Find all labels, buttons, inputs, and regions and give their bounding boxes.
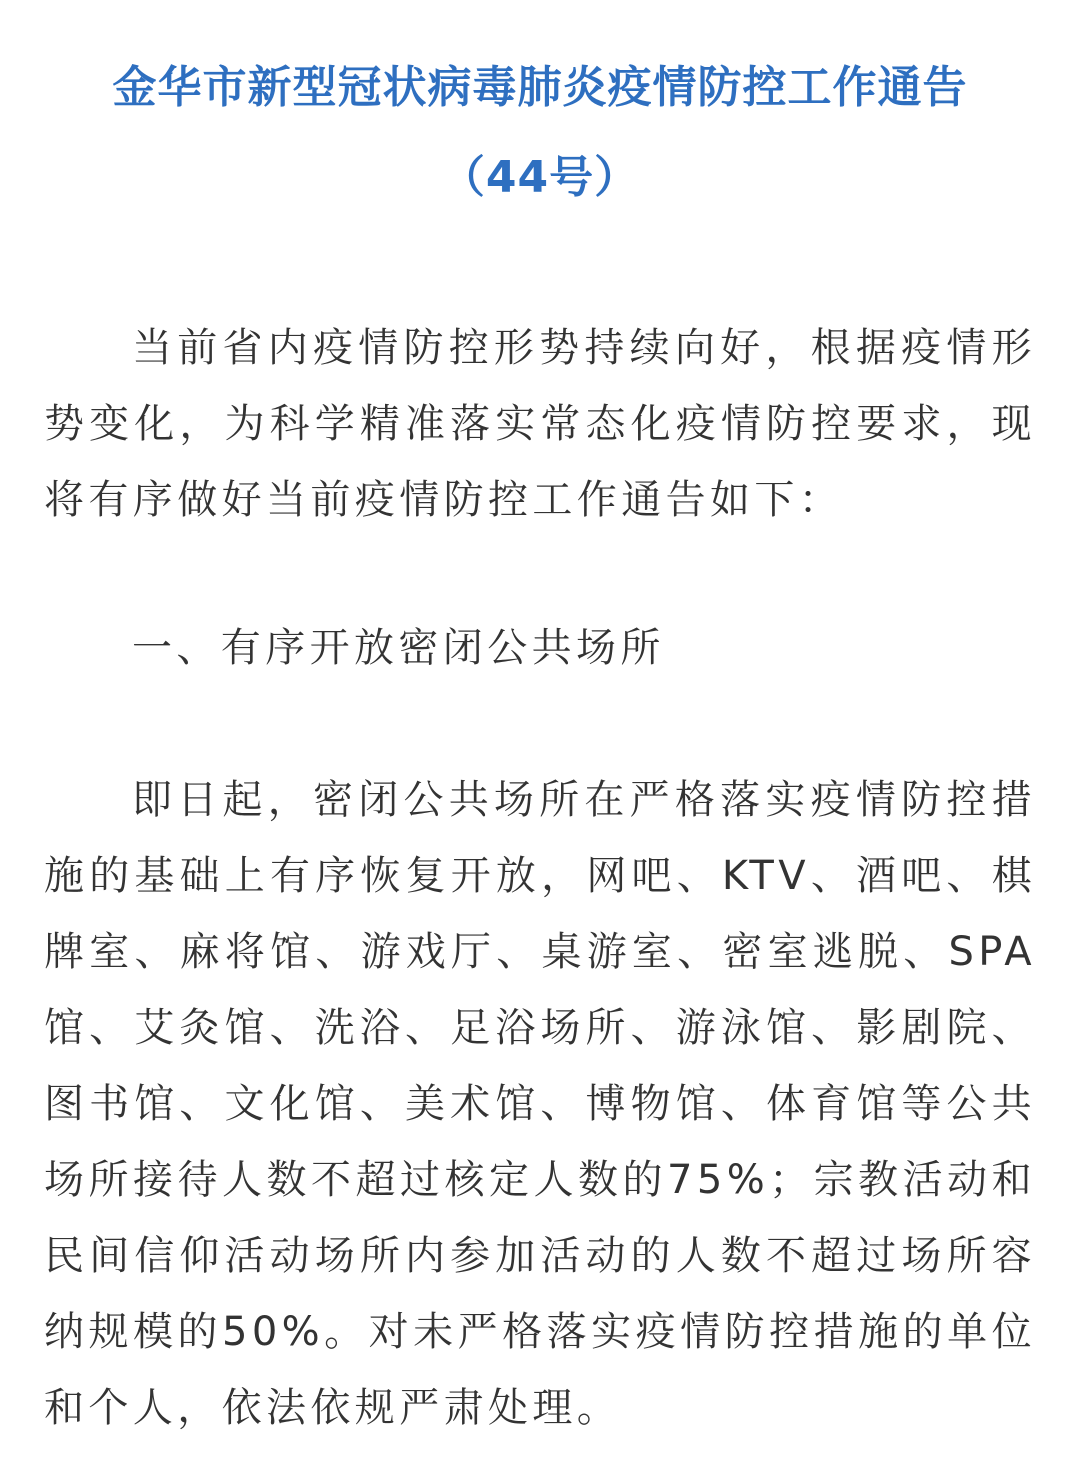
section-heading: 一、有序开放密闭公共场所: [132, 625, 665, 671]
document-title: 金华市新型冠状病毒肺炎疫情防控工作通告: [112, 62, 968, 113]
intro-paragraph: 当前省内疫情防控形势持续向好，根据疫情形势变化，为科学精准落实常态化疫情防控要求，现将有序做好当前疫情防控工作通告如下：: [44, 325, 1036, 523]
section-body-paragraph: 即日起，密闭公共场所在严格落实疫情防控措施的基础上有序恢复开放，网吧、KTV、酒吧、棋牌室、麻将馆、游戏厅、桌游室、密室逃脱、SPA馆、艾灸馆、洗浴、足浴场所、游泳馆、影剧院、图书馆、文化馆、美术馆、博物馆、体育馆等公共场所接待人数不超过核定人数的75%；宗教活动和民间信仰活动场所内参加活动的人数不超过场所容纳规模的50%。对未严格落实疫情防控措施的单位和个人，依法依规严肃处理。: [44, 777, 1036, 1431]
document-number: （44号）: [440, 152, 640, 203]
